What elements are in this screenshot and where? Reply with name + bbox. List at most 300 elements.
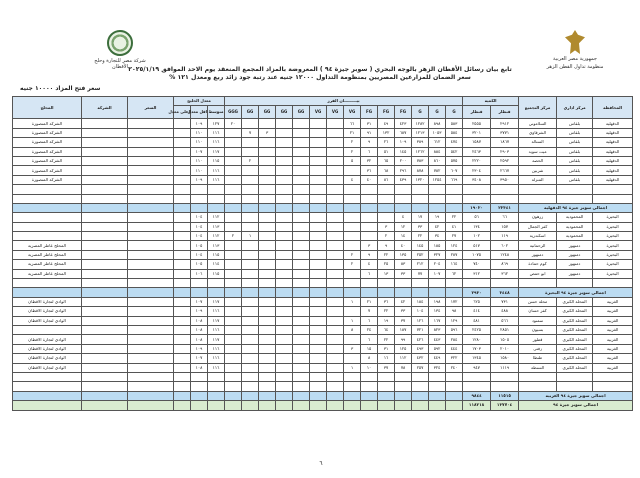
cell-grade: ٥٩٦ [446,325,463,334]
cell-rate: ١٠٩ [191,344,208,353]
cell-rate: ١٠٦ [191,269,208,278]
cell-rate: ١١٤ [208,260,225,269]
company-seal-icon [107,30,133,56]
total-cell [128,203,174,212]
cell-grade: ١٣٥ [395,250,412,259]
left-org-line-1: شركة مصر للتجارة وحلج الأقطان [94,58,146,70]
cell-grade: ٦١٢ [429,138,446,147]
cell-grade [344,307,361,316]
spacer-cell [412,382,429,391]
cell-grade: ١٦ [378,354,395,363]
right-org-line-1: جمهورية مصر العربية [553,56,597,62]
cell-price [128,241,174,250]
cell-rate: ١٠٤ [191,232,208,241]
cell-center: المحمودية [557,222,593,231]
cell-grade: ١٠٤ [412,307,429,316]
spacer-cell [174,382,191,391]
total-cell [429,203,446,212]
spacer-cell [242,382,259,391]
cell-qty: ١٥٠٥ [491,335,519,344]
total-cell [191,288,208,297]
spacer-cell [429,372,446,381]
cell-grade [344,213,361,222]
cell-qty: ٢٩١٢ [491,119,519,128]
total-cell [174,203,191,212]
cell-grade [310,250,327,259]
cell-grade: ٢٢ [378,307,395,316]
cell-grade: ٢٠٤ [429,260,446,269]
cell-grade [276,344,293,353]
cell-hub: قطور [519,335,557,344]
head-grade: FG [361,106,378,119]
spacer-cell [191,382,208,391]
cell-hub: الشرقاوي [519,128,557,137]
cell-company [82,260,128,269]
cell-grade [242,335,259,344]
total-label: اجمالي سوبر جيزة ٩٤ الدقهلية [519,203,633,212]
cell-grade: ٢٢ [378,250,395,259]
table-row [13,363,633,372]
cell-qty: ٣٦٢ [491,269,519,278]
cell-gin: الشركة المنصورة [13,147,82,156]
total-cell [361,391,378,400]
cell-kg: ١٢٨٠ [463,335,491,344]
cell-grade: ٦ [361,147,378,156]
cell-grade: ١٧ [412,213,429,222]
cell-grade: ١٤٥ [395,147,412,156]
cell-grade: ٣١ [378,344,395,353]
head-qty: الكمية [463,97,519,106]
spacer-cell [593,279,633,288]
cell-grade [259,213,276,222]
spacer-cell [259,382,276,391]
spacer-cell [463,382,491,391]
spacer-cell [259,372,276,381]
spacer-cell [446,194,463,203]
cell-hub: بسيون [519,325,557,334]
cell-grade: ٢١ [344,128,361,137]
cell-grade [327,250,344,259]
cell-grade [276,166,293,175]
cell-gin: الوادي لتجارة الاقطان [13,354,82,363]
cell-grade [276,363,293,372]
total-cell [225,203,242,212]
cell-price [128,128,174,137]
spacer-cell [242,372,259,381]
cell-rate: ١٠٧ [191,297,208,306]
cell-grade: ٦٨ [378,166,395,175]
head-hub: مركز التجميع [519,97,557,119]
cell-grade [225,213,242,222]
cell-company [82,175,128,184]
total-cell [429,401,446,410]
cell-grade [293,260,310,269]
cell-center: المحلة الكبرى [557,363,593,372]
right-org-line-2: منظومة تداول القطن الزهر [546,64,604,70]
cell-grade: ١٣٢٠ [412,175,429,184]
total-cell [276,391,293,400]
cell-center: دمنهور [557,250,593,259]
cell-company [82,119,128,128]
total-cell [191,401,208,410]
cell-grade [259,166,276,175]
cell-price [128,166,174,175]
cell-price [128,316,174,325]
total-cell [259,203,276,212]
cell-grade [310,241,327,250]
cell-center: دمنهور [557,269,593,278]
cell-grade: ٤٩ [378,119,395,128]
spacer-cell [174,279,191,288]
head-qty-unit: قنطار [463,106,491,119]
table-row [13,316,633,325]
spacer-cell [327,372,344,381]
cell-gin [13,222,82,231]
total-row-beheira [13,288,633,297]
table-body [13,119,633,410]
spacer-cell [293,372,310,381]
table-row [13,307,633,316]
total-cell [293,288,310,297]
total-cell [242,288,259,297]
spacer-cell [242,279,259,288]
cell-rate: ١١٣ [208,222,225,231]
cell-grade [361,213,378,222]
cell-grade: ٩ [361,138,378,147]
spacer-cell [378,382,395,391]
total-cell [293,203,310,212]
cell-grade: ١٥ [361,344,378,353]
cell-gin: المحلج عاطر المصرية [13,269,82,278]
cell-gov: البحيرة [593,269,633,278]
cell-grade: ٩ [378,241,395,250]
total-cell [429,391,446,400]
spacer-cell [361,372,378,381]
spacer-row [13,372,633,381]
spacer-cell [446,185,463,194]
cell-rate: ١١٦ [208,325,225,334]
cell-grade [327,166,344,175]
table-row [13,128,633,137]
head-gov: المحافظة [593,97,633,119]
cell-grade [327,260,344,269]
cell-gov: البحيرة [593,222,633,231]
cell-center: المحلة الكبرى [557,316,593,325]
cell-grade [242,250,259,259]
cell-grade [225,222,242,231]
cell-gin: المحلج عاطر المصرية [13,250,82,259]
spacer-cell [344,185,361,194]
cell-grade [276,316,293,325]
spacer-cell [259,185,276,194]
cell-grade [344,232,361,241]
total-cell [446,401,463,410]
cell-rate [174,138,191,147]
spacer-cell [361,279,378,288]
cell-grade [293,166,310,175]
cell-company [82,166,128,175]
cell-grade: ٣١ [361,119,378,128]
cell-rate [174,166,191,175]
cell-kg: ١٥٨٧ [463,138,491,147]
spacer-cell [128,382,174,391]
cell-grade: ٤٣٩ [395,175,412,184]
cell-grade [327,138,344,147]
cell-rate: ١١٠ [191,138,208,147]
spacer-row [13,194,633,203]
cell-grade: ١٢٥ [395,344,412,353]
cell-grade: ٦ [361,269,378,278]
cell-hub: الستالة [519,138,557,147]
cell-rate: ١١٧ [208,147,225,156]
spacer-cell [225,185,242,194]
cell-grade [225,138,242,147]
cell-rate [174,269,191,278]
cell-grade: ١٢٦٢ [412,147,429,156]
cell-grade [327,297,344,306]
head-grade: G [429,106,446,119]
total-cell [174,288,191,297]
cell-gin: المحلج عاطر المصرية [13,241,82,250]
spacer-cell [310,185,327,194]
cell-grade: ١٦٤ [446,260,463,269]
spacer-cell [225,372,242,381]
cell-hub: شربين [519,166,557,175]
cell-price [128,147,174,156]
spacer-cell [327,185,344,194]
cell-grade [310,325,327,334]
head-grading: بيـــــــــان الفرز [225,97,463,106]
spacer-cell [128,194,174,203]
cell-grade [327,335,344,344]
cell-grade: ٤٤٤ [446,344,463,353]
total-cell [13,203,82,212]
spacer-cell [395,194,412,203]
cell-grade: ٤٢٣ [395,119,412,128]
cell-kg: ٢٢٢٠ [463,156,491,165]
spacer-cell [378,185,395,194]
spacer-cell [557,185,593,194]
cell-grade [310,354,327,363]
cell-grade: ٤٣٢ [412,354,429,363]
spacer-cell [293,185,310,194]
cell-grade: ٢٢ [378,335,395,344]
cell-grade: ٤٢ [395,297,412,306]
cell-grade [293,344,310,353]
cell-center: المحلة الكبرى [557,307,593,316]
cell-grade [327,307,344,316]
cell-grade [310,156,327,165]
spacer-cell [310,279,327,288]
cell-grade [242,241,259,250]
cell-company [82,354,128,363]
total-cell [344,401,361,410]
cell-grade: ٣٢٧ [429,250,446,259]
cell-grade [242,138,259,147]
cell-kg: ١٠٢ [463,232,491,241]
spacer-cell [463,185,491,194]
cell-grade: ٢٥٢ [412,250,429,259]
spacer-cell [463,194,491,203]
spacer-cell [344,372,361,381]
cell-gin [13,325,82,334]
cell-grade: ٣٨٩ [412,138,429,147]
cell-company [82,147,128,156]
spacer-cell [519,279,557,288]
cell-qty: ٢٨٥١ [491,325,519,334]
spacer-cell [557,372,593,381]
cell-grade [310,138,327,147]
cell-center: بلقاس [557,119,593,128]
cell-gin: الشركة المنصورة [13,138,82,147]
cell-gin: الوادي لتجارة الاقطان [13,316,82,325]
cell-grade: ٢ [344,147,361,156]
cell-rate [174,147,191,156]
total-cell [344,203,361,212]
cell-grade: ٥٨٣ [446,119,463,128]
cell-grade [327,269,344,278]
cell-grade: ٨٨٤ [429,147,446,156]
cell-grade [276,138,293,147]
cell-gin: الوادي لتجارة الاقطان [13,307,82,316]
cell-grade [327,232,344,241]
cell-kg: ٤١٤ [463,307,491,316]
cell-hub: الرحمانية [519,241,557,250]
cell-grade: ١٨٧ [395,325,412,334]
total-cell [191,391,208,400]
head-ginning-rate: معدل الحليج [174,97,225,106]
cell-center: المحلة الكبرى [557,297,593,306]
cell-grade [327,354,344,363]
cell-grade [310,175,327,184]
cell-grade: ٩ [361,250,378,259]
cell-grade: ٩٩ [395,335,412,344]
cell-grade [242,175,259,184]
cell-rate: ١٠٧ [191,354,208,363]
cell-grade: ٣٣ [412,222,429,231]
total-label: اجمالي سوبر جيزة ٩٤ الغربية [519,391,633,400]
cell-hub: المنزلة [519,175,557,184]
cell-grade: ٣٣ [395,307,412,316]
cell-grade: ١٢ [395,222,412,231]
cell-center: المحمودية [557,232,593,241]
cell-center: المحلة الكبرى [557,354,593,363]
total-cell [128,391,174,400]
spacer-cell [259,194,276,203]
cell-price [128,354,174,363]
cell-qty: ١٥٨٠ [491,354,519,363]
total-cell [276,203,293,212]
cell-grade [293,147,310,156]
spacer-cell [519,372,557,381]
spacer-row [13,279,633,288]
spacer-cell [208,279,225,288]
table-row [13,269,633,278]
cell-grade [293,297,310,306]
cell-grade: ٤ [344,175,361,184]
cell-grade [276,250,293,259]
total-cell [259,391,276,400]
cell-grade [327,222,344,231]
cell-grade [225,325,242,334]
cell-kg: ٣٢٠١ [463,128,491,137]
spacer-cell [310,372,327,381]
cell-grade [276,222,293,231]
cell-grade: ١٤ [395,232,412,241]
cell-grade [293,316,310,325]
cell-grade [242,269,259,278]
spacer-cell [276,279,293,288]
cell-hub: الحصة [519,156,557,165]
total-cell [446,288,463,297]
cell-grade: ١٩٨ [429,297,446,306]
cell-grade [225,354,242,363]
cell-grade [344,269,361,278]
cell-grade: ٤٤٣ [429,335,446,344]
head-grade: GG [293,106,310,119]
total-cell [378,288,395,297]
cell-qty: ١٥٧ [491,222,519,231]
cell-grade: ٥٧٥ [446,156,463,165]
cell-grade [327,213,344,222]
spacer-cell [174,372,191,381]
spacer-cell [429,194,446,203]
cell-price [128,344,174,353]
cell-grade: ١٦٧ [429,316,446,325]
cell-rate [174,307,191,316]
cell-rate: ١٠٨ [191,335,208,344]
cell-grade: ٣٢ [361,156,378,165]
total-cell [395,203,412,212]
total-cell [174,401,191,410]
cell-center: دمنهور [557,260,593,269]
cell-grade: ٥٨٤ [446,128,463,137]
cell-rate: ١١٢ [208,213,225,222]
cell-qty: ٧٣١ [491,297,519,306]
cell-grade: ٦٢ [446,269,463,278]
total-cell [82,401,128,410]
cell-rate [174,222,191,231]
cell-grade [276,156,293,165]
cell-grade: ٤٤٩ [429,354,446,363]
spacer-cell [344,279,361,288]
spacer-cell [327,382,344,391]
total-cell [327,203,344,212]
cell-grade [327,156,344,165]
cell-grade [310,307,327,316]
total-cell [429,288,446,297]
cell-rate: ١١٢ [208,232,225,241]
cell-grade: ٦٦ [344,119,361,128]
cell-grade [293,156,310,165]
cell-grade: ٣ [344,344,361,353]
cell-grade: ٢ [225,232,242,241]
cell-rate: ١١٦ [208,363,225,372]
cell-rate: ١١٦ [208,175,225,184]
total-cell [242,401,259,410]
cell-gin [13,232,82,241]
table-row [13,166,633,175]
cell-company [82,297,128,306]
cell-grade: ١٠٧ [429,269,446,278]
cell-kg: ٢٤٦٣ [463,147,491,156]
cotton-table [12,96,633,411]
cell-grade [310,119,327,128]
spacer-cell [395,382,412,391]
spacer-cell [310,382,327,391]
cell-grade: ٢٧ [446,232,463,241]
cell-hub: ميت سويد [519,147,557,156]
